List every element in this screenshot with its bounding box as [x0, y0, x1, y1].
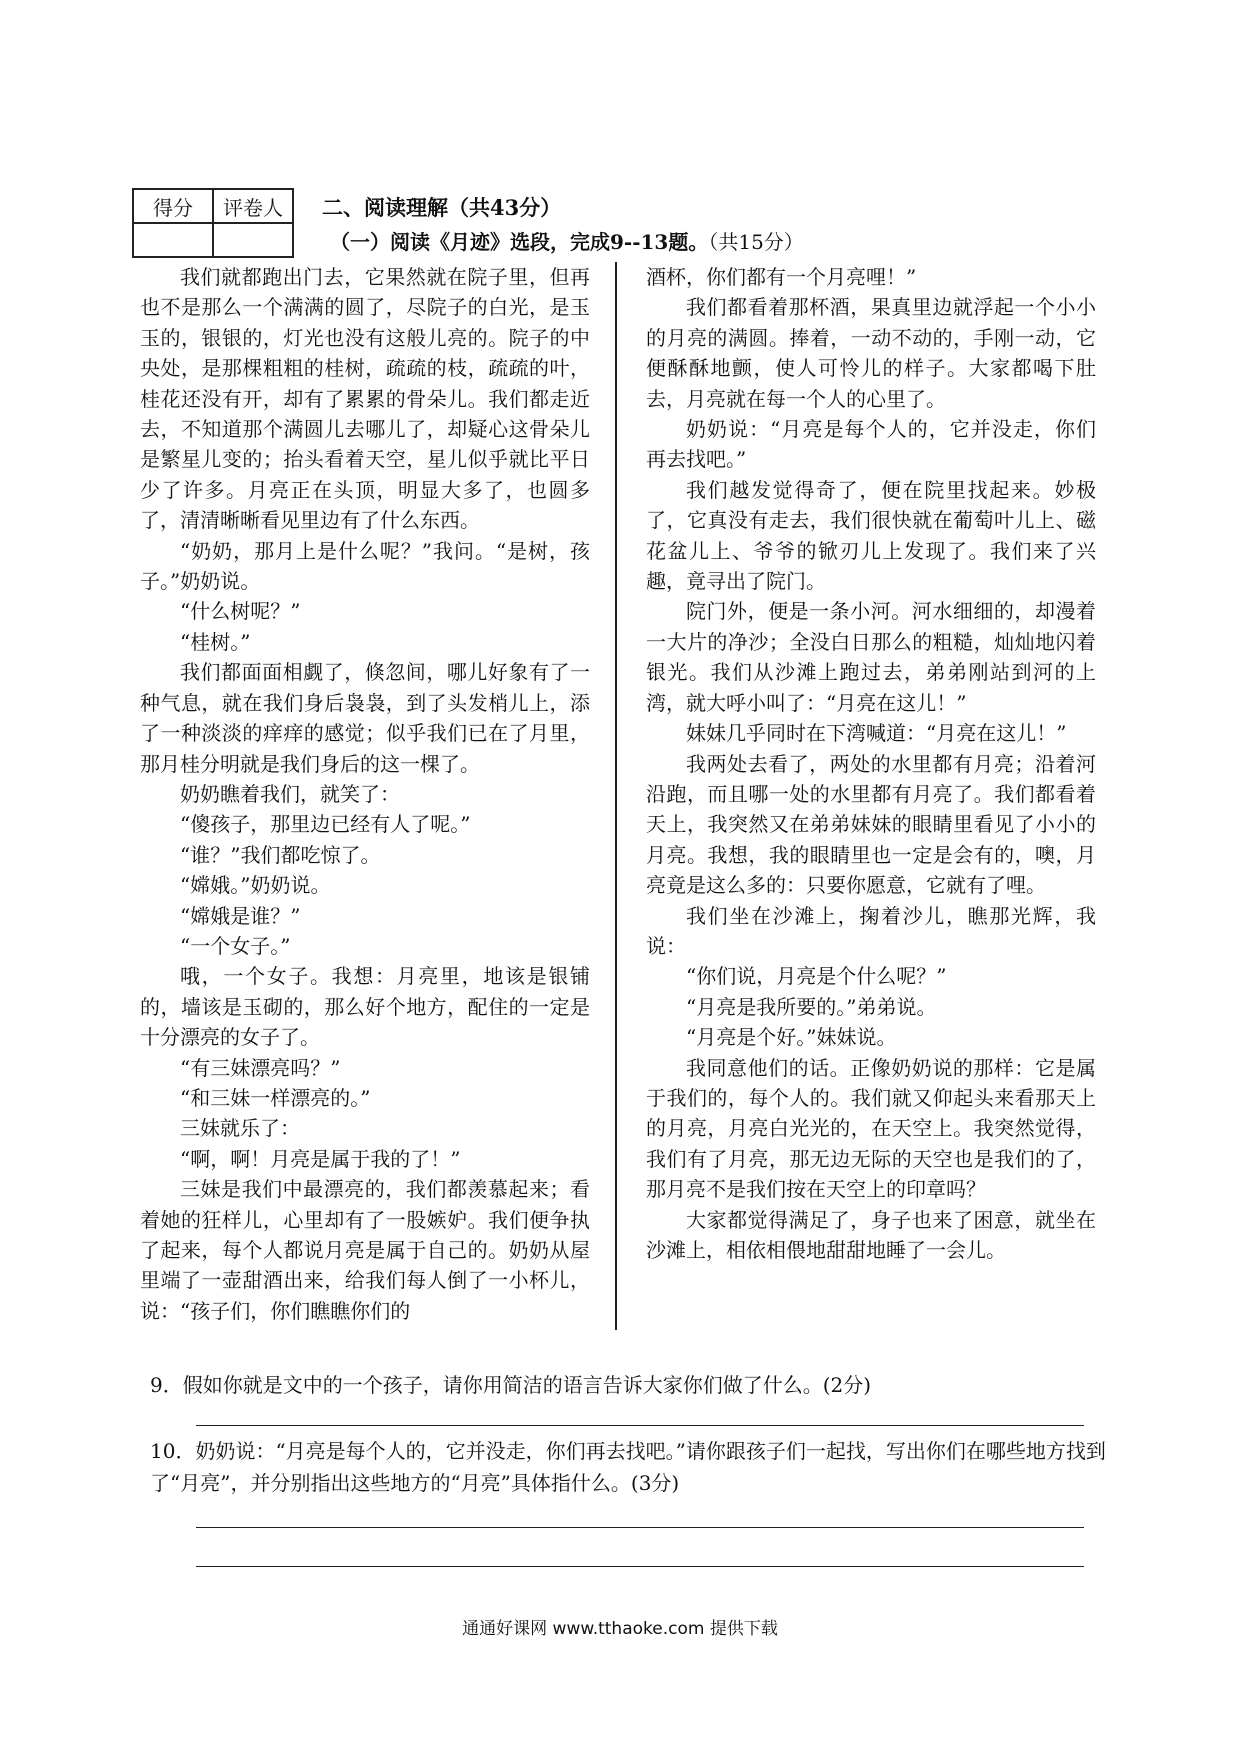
paragraph: 我两处去看了，两处的水里都有月亮；沿着河沿跑，而且哪一处的水里都有月亮了。我们都看着天上，我突然又在弟弟妹妹的眼睛里看见了小小的月亮。我想，我的眼睛里也一定是会有的，噢，月亮竟是这么多的：只要你愿意，它就有了哩。	[646, 751, 1096, 898]
paragraph: 妹妹几乎同时在下湾喊道：“月亮在这儿！”	[686, 721, 1067, 746]
paragraph: “一个女子。”	[180, 933, 291, 958]
paragraph: “你们说，月亮是个什么呢？”	[686, 964, 947, 989]
section-title: 二、阅读理解（共43分）	[322, 195, 562, 220]
paragraph: 我们都面面相觑了，倏忽间，哪儿好象有了一种气息，就在我们身后袅袅，到了头发梢儿上，添了一种淡淡的痒痒的感觉；似乎我们已在了月里，那月桂分明就是我们身后的这一棵了。	[140, 660, 590, 776]
passage-right-column	[646, 262, 1096, 1265]
paragraph: “奶奶，那月上是什么呢？”我问。“是树，孩子。”奶奶说。	[140, 538, 590, 594]
sub-title-points: （共15分）	[708, 230, 804, 254]
footer: 通通好课网 www.tthaoke.com 提供下载	[462, 1619, 778, 1639]
paragraph: “谁？”我们都吃惊了。	[180, 842, 381, 867]
paragraph: 我们都看着那杯酒，果真里边就浮起一个小小的月亮的满圆。捧着，一动不动的，手刚一动，它便酥酥地颤，使人可怜儿的样子。大家都喝下肚去，月亮就在每一个人的心里了。	[646, 295, 1096, 411]
paragraph: 哦，一个女子。我想：月亮里，地该是银铺的，墙该是玉砌的，那么好个地方，配住的一定是十分漂亮的女子了。	[140, 964, 590, 1050]
paragraph-continuation: 酒杯，你们都有一个月亮哩！”	[646, 265, 917, 289]
passage-left-column	[140, 262, 590, 1326]
score-cell[interactable]	[133, 223, 213, 257]
paragraph: 奶奶说：“月亮是每个人的，它并没走，你们再去找吧。”	[646, 417, 1096, 472]
answer-line-q9[interactable]	[196, 1425, 1084, 1426]
answer-line-q10-2[interactable]	[196, 1566, 1084, 1567]
score-table	[132, 188, 294, 258]
paragraph: 三妹是我们中最漂亮的，我们都羡慕起来；看着她的狂样儿，心里却有了一股嫉妒。我们便争执了起来，每个人都说月亮是属于自己的。奶奶从屋里端了一壶甜酒出来，给我们每人倒了一小杯儿，说：“孩子们，你们瞧瞧你们的	[140, 1177, 590, 1323]
question-10: 10．奶奶说：“月亮是每个人的，它并没走，你们再去找吧。”请你跟孩子们一起找，写出你们在哪些地方找到了“月亮”，并分别指出这些地方的“月亮”具体指什么。(3分)	[150, 1439, 1106, 1495]
paragraph: 奶奶瞧着我们，就笑了：	[180, 781, 400, 806]
grader-cell[interactable]	[213, 223, 293, 257]
paragraph: 院门外，便是一条小河。河水细细的，却漫着一大片的净沙；全没白日那么的粗糙，灿灿地闪着银光。我们从沙滩上跑过去，弟弟刚站到河的上湾，就大呼小叫了：“月亮在这儿！”	[646, 599, 1096, 715]
question-9: 9．假如你就是文中的一个孩子，请你用简洁的语言告诉大家你们做了什么。(2分)	[150, 1373, 872, 1397]
paragraph: “月亮是我所要的。”弟弟说。	[686, 994, 937, 1019]
paragraph: 三妹就乐了：	[180, 1116, 300, 1141]
grader-label: 评卷人	[213, 189, 293, 223]
paragraph: “有三妹漂亮吗？”	[180, 1055, 341, 1080]
sub-title-main: （一）阅读《月迹》选段，完成9--13题。	[330, 230, 709, 254]
paragraph: “什么树呢？”	[180, 599, 301, 624]
paragraph: 我们坐在沙滩上，掬着沙儿，瞧那光辉，我说：	[646, 903, 1096, 958]
score-label: 得分	[133, 189, 213, 223]
paragraph: “月亮是个好。”妹妹说。	[686, 1025, 897, 1050]
paragraph: “傻孩子，那里边已经有人了呢。”	[180, 812, 471, 837]
answer-line-q10-1[interactable]	[196, 1527, 1084, 1528]
paragraph: “和三妹一样漂亮的。”	[180, 1085, 371, 1110]
paragraph: “桂树。”	[180, 629, 251, 654]
paragraph: “嫦娥是谁？”	[180, 903, 301, 928]
paragraph: 大家都觉得满足了，身子也来了困意，就坐在沙滩上，相依相偎地甜甜地睡了一会儿。	[646, 1207, 1096, 1262]
sub-title	[330, 226, 804, 255]
column-divider	[615, 262, 617, 1330]
paragraph: 我同意他们的话。正像奶奶说的那样：它是属于我们的，每个人的。我们就又仰起头来看那天上的月亮，月亮白光光的，在天空上。我突然觉得，我们有了月亮，那无边无际的天空也是我们的了，那月亮不是我们按在天空上的印章吗？	[646, 1055, 1096, 1202]
paragraph: “嫦娥。”奶奶说。	[180, 873, 331, 898]
paragraph: 我们越发觉得奇了，便在院里找起来。妙极了，它真没有走去，我们很快就在葡萄叶儿上、磁花盆儿上、爷爷的锨刃儿上发现了。我们来了兴趣，竟寻出了院门。	[646, 477, 1096, 594]
paragraph: “啊，啊！月亮是属于我的了！”	[180, 1146, 461, 1171]
paragraph: 我们就都跑出门去，它果然就在院子里，但再也不是那么一个满满的圆了，尽院子的白光，是玉玉的，银银的，灯光也没有这般儿亮的。院子的中央处，是那棵粗粗的桂树，疏疏的枝，疏疏的叶，桂花还没有开，却有了累累的骨朵儿。我们都走近去，不知道那个满圆儿去哪儿了，却疑心这骨朵儿是繁星儿变的；抬头看着天空，星儿似乎就比平日少了许多。月亮正在头顶，明显大多了，也圆多了，清清晰晰看见里边有了什么东西。	[140, 265, 590, 533]
